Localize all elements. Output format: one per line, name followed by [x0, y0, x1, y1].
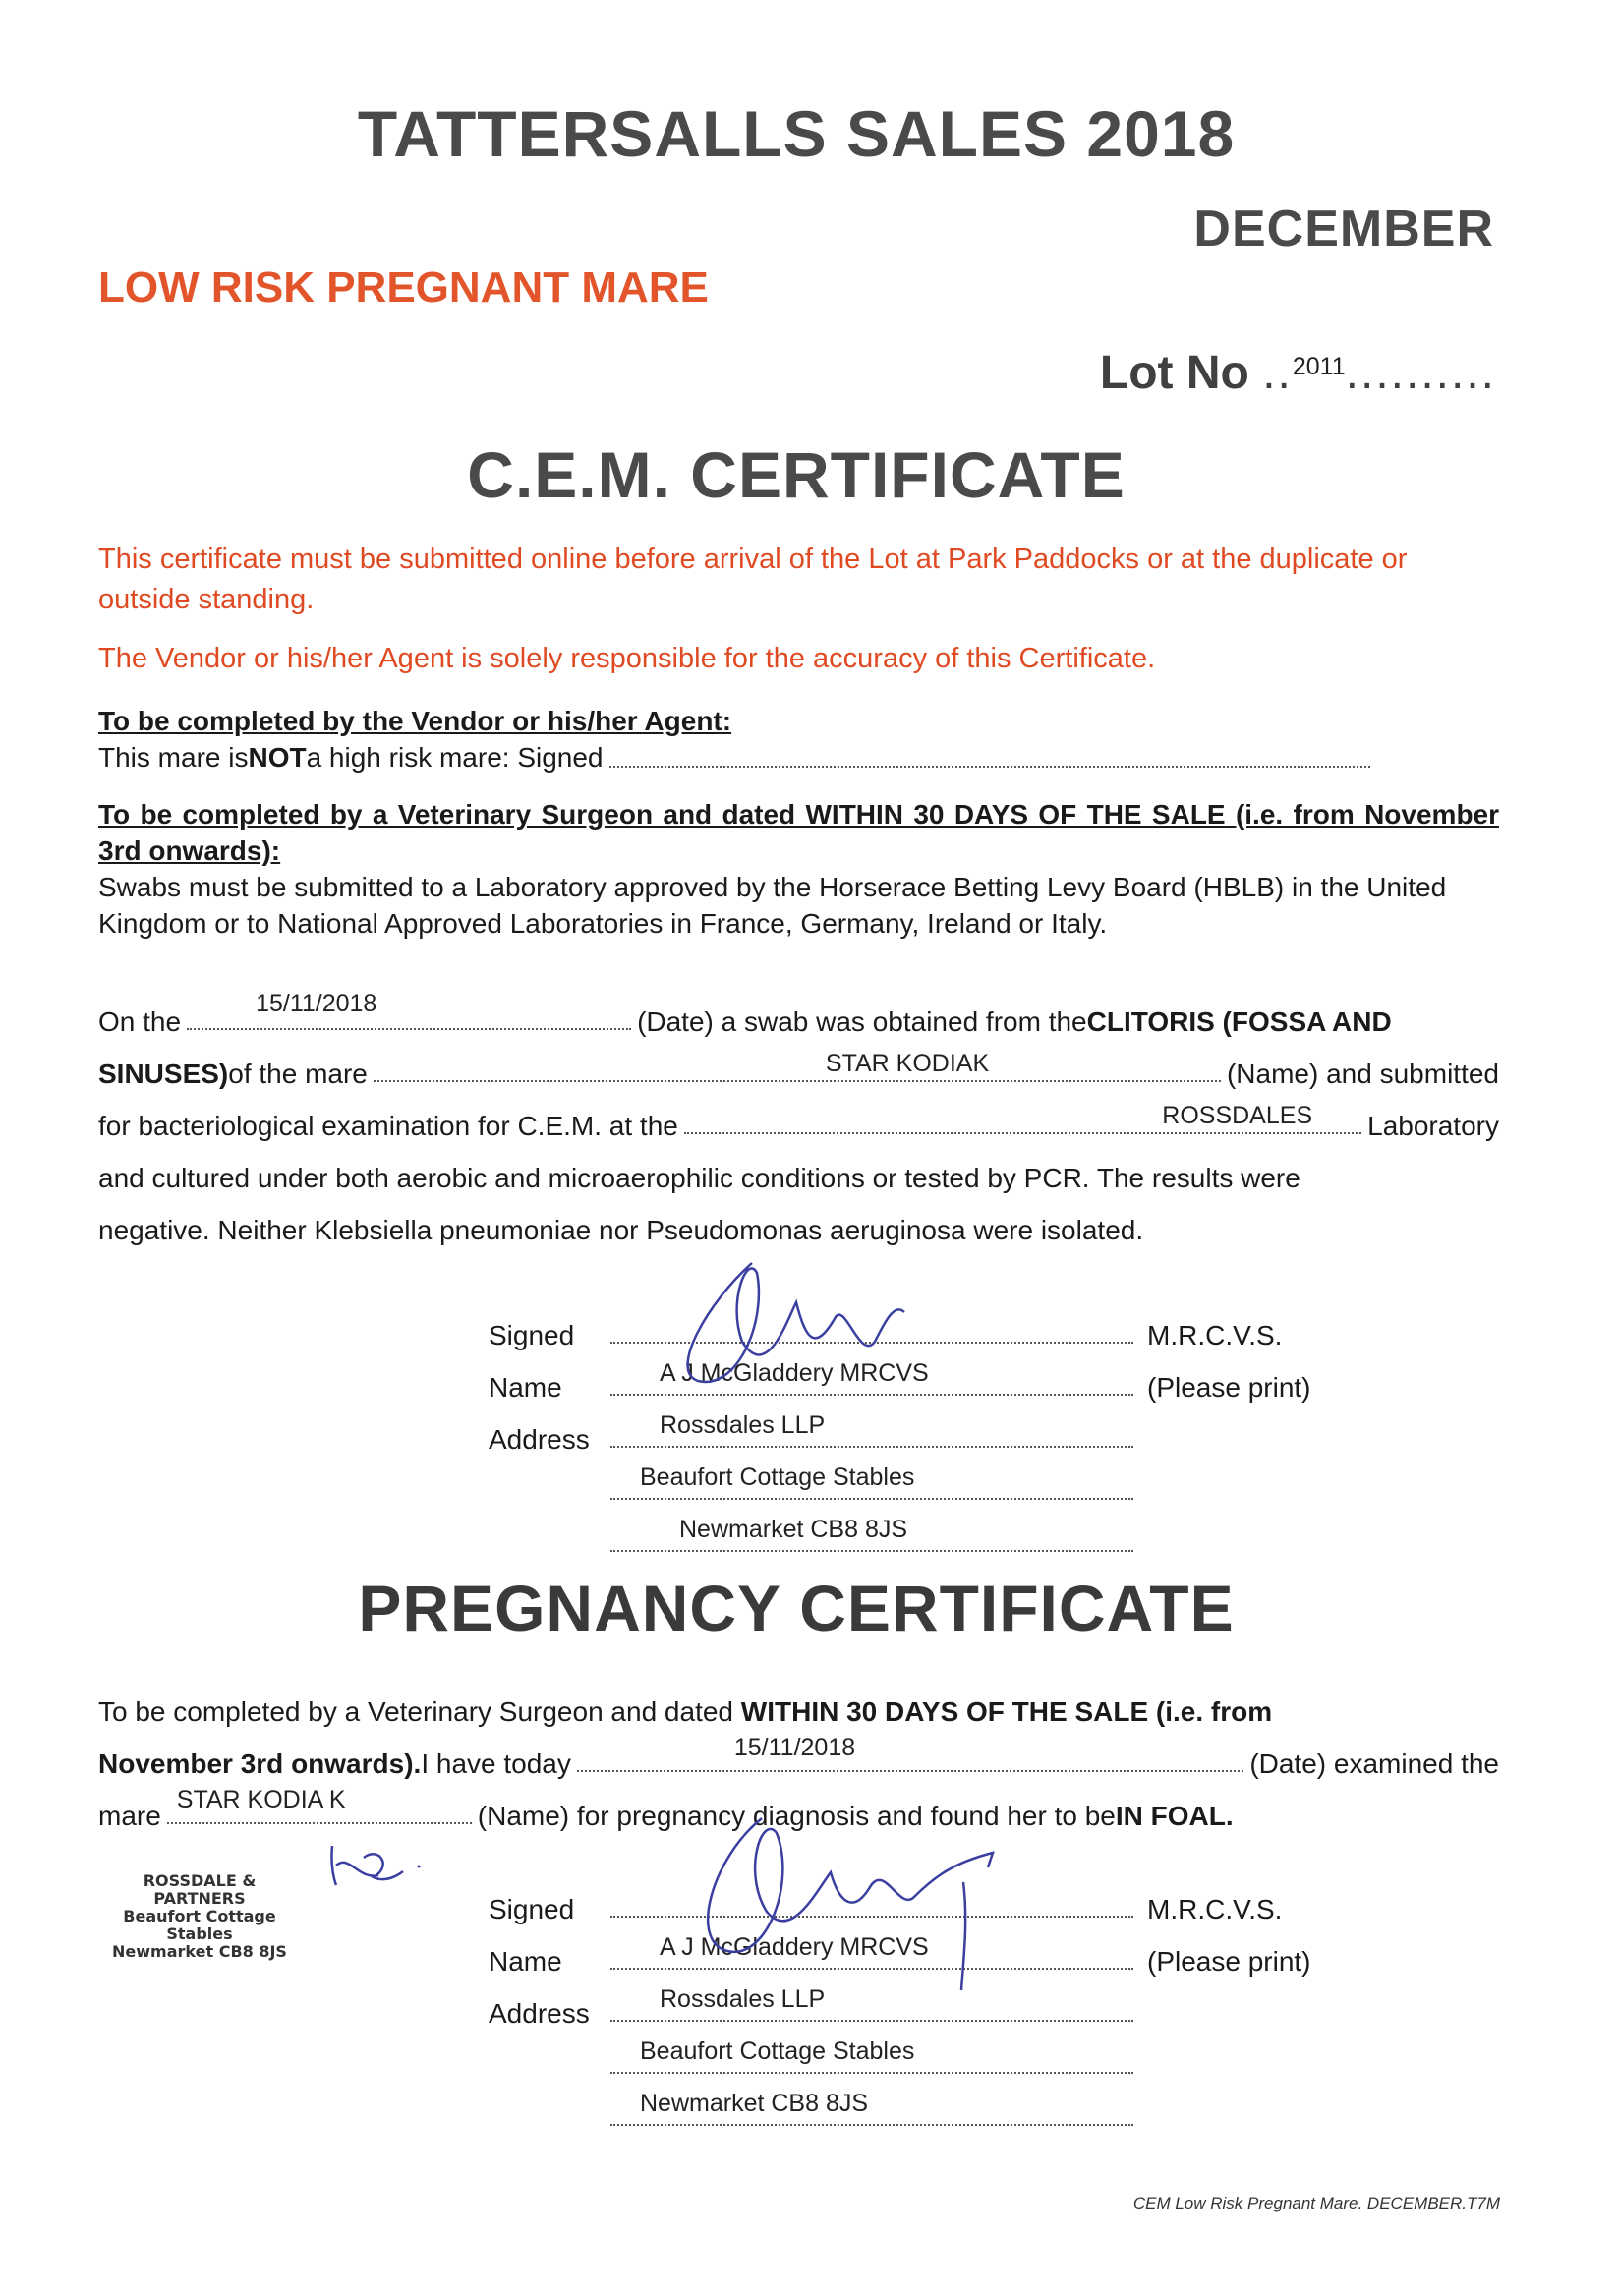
pregnancy-vet-signature [668, 1804, 1022, 2000]
vendor-section: To be completed by the Vendor or his/her Agent: This mare is NOT a high risk mare: Signed [98, 703, 1499, 775]
pregnancy-certificate-title: PREGNANCY CERTIFICATE [358, 1572, 1235, 1644]
initials-mark [324, 1836, 433, 1895]
culture-text: and cultured under both aerobic and microaerophilic conditions or tested by PCR. The results were [98, 1163, 1300, 1193]
lot-number-value: 2011 [1292, 353, 1346, 380]
swab-date-field[interactable]: 15/11/2018 [187, 999, 631, 1030]
submission-notice: This certificate must be submitted online before arrival of the Lot at Park Paddocks or at the duplicate or outside standing. [98, 544, 1408, 615]
swabs-instruction: Swabs must be submitted to a Laboratory approved by the Horserace Betting Levy Board (HBLB) in the United Kingdom or to National Approved Laboratories in France, Germany, Ireland or Italy. [98, 872, 1447, 939]
not-emphasis: NOT [248, 742, 307, 773]
pregnancy-address-line-3[interactable]: Newmarket CB8 8JS [610, 2095, 1133, 2126]
vet-section-heading: To be completed by a Veterinary Surgeon and dated WITHIN 30 DAYS OF THE SALE (i.e. from November 3rd onwards): Swabs must be submitted to a Laboratory approved by the Horserace Betting Levy Board (HBLB) in the United Kingdom or to National Approved Laboratories in France, Germany, Ireland or Italy. [98, 796, 1499, 942]
document-title: TATTERSALLS SALES 2018 [357, 97, 1236, 170]
mare-name-field[interactable]: STAR KODIAK [374, 1051, 1221, 1082]
cem-declaration: On the 15/11/2018 (Date) a swab was obtained from the CLITORIS (FOSSA AND SINUSES) of the mare STAR KODIAK (Name) and submitted for bacteriological examination for C.E.M. at the ROSSDALES Laboratory and cultured under both aerobic and microaerophilic conditions or tested by PCR. The results were negative. Neither Klebsiella pneumoniae nor Pseudomonas aeruginosa were isolated. [98, 990, 1499, 1245]
negative-result-text: negative. Neither Klebsiella pneumoniae nor Pseudomonas aeruginosa were isolated. [98, 1215, 1144, 1245]
cem-address-line-2[interactable]: Beaufort Cottage Stables [610, 1468, 1133, 1500]
cem-certificate-title: C.E.M. CERTIFICATE [467, 438, 1126, 511]
pregnancy-address-line-1[interactable]: Rossdales LLP [610, 1990, 1133, 2022]
pregnancy-address-line-2[interactable]: Beaufort Cottage Stables [610, 2042, 1133, 2074]
lot-label: Lot No [1099, 347, 1249, 399]
pregnancy-vet-signature-block: Signed M.R.C.V.S. Name A J McGladdery MRCVS (Please print) Address Rossdales LLP Beaufort Cottage Stables Newmarket CB8 8JS [489, 1873, 1334, 2134]
cem-vet-signature [649, 1243, 944, 1391]
practice-stamp: ROSSDALE & PARTNERS Beaufort Cottage Stables Newmarket CB8 8JS [112, 1871, 287, 1961]
vendor-heading: To be completed by the Vendor or his/her Agent: [98, 706, 732, 736]
cem-vet-name-field[interactable]: A J McGladdery MRCVS [610, 1364, 1133, 1396]
lot-number-field: Lot No ..$^{2011}$.......... [1099, 347, 1496, 399]
cem-address-line-3[interactable]: Newmarket CB8 8JS [610, 1521, 1133, 1552]
pregnancy-declaration: To be completed by a Veterinary Surgeon and dated WITHIN 30 DAYS OF THE SALE (i.e. from November 3rd onwards). I have today 15/11/2018 (Date) examined the mare STAR KODIA K (Name) for pregnancy diagnosis and found her to be IN FOAL. [98, 1696, 1499, 1831]
pregnancy-mare-name-field[interactable]: STAR KODIA K [167, 1793, 472, 1824]
cem-address-line-1[interactable]: Rossdales LLP [610, 1416, 1133, 1448]
vendor-signature-field[interactable] [609, 742, 1370, 768]
examination-date-field[interactable]: 15/11/2018 [577, 1741, 1243, 1772]
responsibility-notice: The Vendor or his/her Agent is solely responsible for the accuracy of this Certificate. [98, 643, 1156, 674]
risk-category: LOW RISK PREGNANT MARE [98, 263, 709, 312]
form-reference: CEM Low Risk Pregnant Mare. DECEMBER.T7M [1132, 2194, 1500, 2212]
cem-vet-signature-block: Signed M.R.C.V.S. Name A J McGladdery MRCVS (Please print) Address Rossdales LLP Beaufort Cottage Stables Newmarket CB8 8JS [489, 1299, 1334, 1560]
pregnancy-vet-name-field[interactable]: A J McGladdery MRCVS [610, 1938, 1133, 1970]
sale-month: DECEMBER [1193, 201, 1494, 258]
laboratory-field[interactable]: ROSSDALES [684, 1103, 1361, 1134]
in-foal-result: IN FOAL. [1115, 1801, 1234, 1831]
